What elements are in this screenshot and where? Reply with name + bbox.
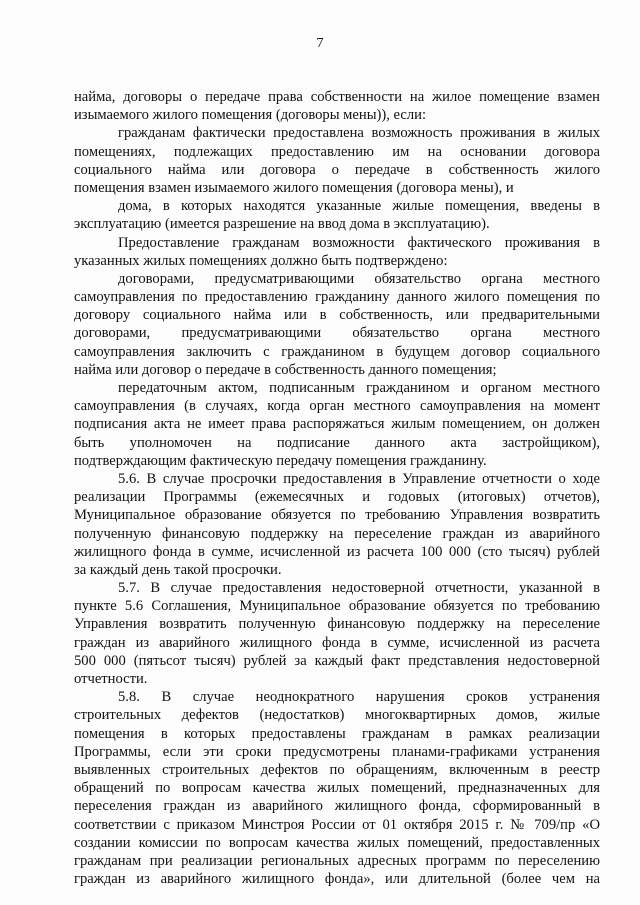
text-line: 500 000 (пятьсот тысяч) рублей за каждый факт представления недостоверной (74, 652, 600, 669)
text-line: быть уполномочен на подписание данного акта застройщиком), (74, 434, 600, 451)
text-line: гражданам при реализации региональных адресных программ по переселению (74, 852, 600, 869)
text-line: указанных жилых помещениях должно быть подтверждено: (74, 252, 448, 269)
text-line: найма, договоры о передаче права собственности на жилое помещение взамен (74, 89, 600, 105)
text-line: 5.6. В случае просрочки предоставления в Управление отчетности о ходе (118, 470, 600, 487)
text-line: отчетности. (74, 671, 148, 687)
text-line: реализации Программы (ежемесячных и годовых (итоговых) отчетов), (74, 489, 600, 506)
text-line: создании комиссии по вопросам качества жилых помещений, предоставленных (74, 834, 600, 851)
text-line: переселения граждан из аварийного жилищного фонда, сформированный в (74, 798, 600, 815)
text-line: 5.8. В случае неоднократного нарушения сроков устранения (118, 689, 600, 706)
text-line: Управления возвратить полученную финансовую поддержку на переселение (74, 616, 600, 633)
text-line: 5.7. В случае предоставления недостоверной отчетности, указанной в (118, 580, 600, 597)
text-line: жилищного фонда в сумме, исчисленной из расчета 100 000 (сто тысяч) рублей (74, 543, 600, 560)
text-line: помещениях, подлежащих предоставлению им на основании договора (74, 143, 600, 160)
text-line: пункте 5.6 Соглашения, Муниципальное образование обязуется по требованию (74, 598, 600, 615)
text-line: изымаемого жилого помещения (договоры мены)), если: (74, 107, 426, 124)
text-line: Муниципальное образование обязуется по требованию Управления возвратить (74, 507, 600, 524)
text-line: договору социального найма или в собственность, или предварительными (74, 307, 600, 324)
text-line: граждан из аварийного жилищного фонда», или длительной (более чем на (74, 871, 600, 888)
text-line: Программы, если эти сроки предусмотрены планами-графиками устранения (74, 743, 600, 760)
text-line: граждан из аварийного жилищного фонда в сумме, исчисленной из расчета (74, 634, 600, 651)
text-line: социального найма или договора о передаче в собственность жилого (74, 161, 600, 178)
text-line: выявленных строительных дефектов по обращениям, включенным в реестр (74, 761, 600, 778)
text-line: помещения в которых предоставлены гражданам в рамках реализации (74, 725, 600, 742)
document-body (74, 88, 600, 888)
text-line: найма или договор о передаче в собственность данного помещения; (74, 361, 497, 378)
text-line: самоуправления по предоставлению гражданину данного жилого помещения по (74, 289, 600, 306)
text-line: полученную финансовую поддержку на переселение граждан из аварийного (74, 525, 600, 542)
text-line: за каждый день такой просрочки. (74, 561, 282, 578)
text-line: дома, в которых находятся указанные жилые помещения, введены в (118, 198, 600, 215)
text-line: соответствии с приказом Минстроя России от 01 октября 2015 г. № 709/пр «О (74, 816, 600, 833)
text-line: передаточным актом, подписанным гражданином и органом местного (118, 380, 600, 396)
text-line: договорами, предусматривающими обязательство органа местного (118, 270, 600, 287)
page-number: 7 (316, 36, 324, 51)
text-line: подписания акта не имеет права распоряжаться жилым помещением, он должен (74, 416, 600, 433)
text-line: самоуправления (в случаях, когда орган местного самоуправления на момент (74, 398, 600, 415)
text-line: эксплуатацию (имеется разрешение на ввод дома в эксплуатацию). (74, 216, 490, 233)
text-line: помещения взамен изымаемого жилого помещения (договора мены), и (74, 179, 514, 196)
text-line: самоуправления заключить с гражданином в будущем договор социального (74, 343, 600, 360)
text-line: договорами, предусматривающими обязательство органа местного (74, 325, 600, 342)
text-line: обращений по вопросам качества жилых помещений, предназначенных для (74, 780, 600, 797)
text-line: подтверждающим фактическую передачу помещения гражданину. (74, 452, 487, 469)
text-line: Предоставление гражданам возможности фактического проживания в (118, 234, 600, 251)
text-line: гражданам фактически предоставлена возможность проживания в жилых (118, 125, 600, 142)
text-line: строительных дефектов (недостатков) многоквартирных домов, жилые (74, 707, 600, 724)
